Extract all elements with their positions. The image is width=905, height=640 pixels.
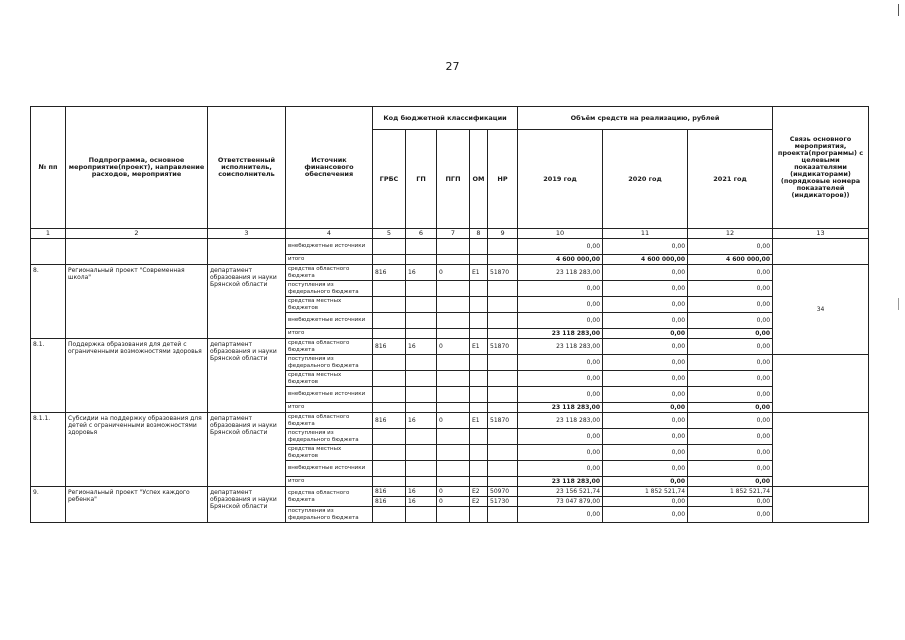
value-2020: 0,00 [603, 281, 688, 297]
column-number: 5 [373, 229, 406, 239]
code-nr: 51870 [488, 265, 518, 281]
value-2019: 4 600 000,00 [518, 255, 603, 265]
value-2019: 23 118 283,00 [518, 329, 603, 339]
column-number: 1 [31, 229, 66, 239]
header-pgp: ПГП [437, 130, 470, 229]
code-grbs: 816 [373, 265, 406, 281]
value-2019: 0,00 [518, 313, 603, 329]
value-2021: 0,00 [688, 413, 773, 429]
table-row [31, 487, 869, 497]
source-federal: поступления из федерального бюджета [286, 507, 373, 523]
code-nr: 50970 [488, 487, 518, 497]
row-number: 8.1.1. [31, 413, 66, 487]
code-nr: 51870 [488, 339, 518, 355]
column-number: 10 [518, 229, 603, 239]
cell-empty [31, 239, 66, 265]
code-pgp: 0 [437, 339, 470, 355]
row-exec: департамент образования и науки Брянской области [208, 265, 286, 339]
column-number: 9 [488, 229, 518, 239]
table-row [31, 413, 869, 429]
value-2020: 0,00 [603, 403, 688, 413]
value-2020: 0,00 [603, 429, 688, 445]
header-om: ОМ [470, 130, 488, 229]
value-2019: 0,00 [518, 281, 603, 297]
header-gp: ГП [406, 130, 437, 229]
column-number-row [31, 229, 869, 239]
column-number: 3 [208, 229, 286, 239]
source-extra: внебюджетные источники [286, 313, 373, 329]
column-number: 6 [406, 229, 437, 239]
value-2020: 0,00 [603, 387, 688, 403]
row-number: 8. [31, 265, 66, 339]
source-local: средства местных бюджетов [286, 445, 373, 461]
value-2020: 0,00 [603, 265, 688, 281]
source-regional: средства областного бюджета [286, 339, 373, 355]
value-2019: 73 047 879,00 [518, 497, 603, 507]
value-2021: 0,00 [688, 281, 773, 297]
value-2019: 23 156 521,74 [518, 487, 603, 497]
code-gp: 16 [406, 497, 437, 507]
source-local: средства местных бюджетов [286, 297, 373, 313]
source-total: итого [286, 329, 373, 339]
header-name: Подпрограмма, основное мероприятие(проект), направление расходов, мероприятие [66, 107, 208, 229]
page-edge-mark [898, 4, 899, 16]
code-gp: 16 [406, 413, 437, 429]
table-row [31, 265, 869, 281]
code-pgp: 0 [437, 487, 470, 497]
value-2019: 23 118 283,00 [518, 339, 603, 355]
code-gp: 16 [406, 265, 437, 281]
cell-empty [773, 413, 869, 487]
value-2019: 0,00 [518, 387, 603, 403]
value-2020: 0,00 [603, 461, 688, 477]
value-2020: 0,00 [603, 445, 688, 461]
header-year-2021: 2021 год [688, 130, 773, 229]
value-2021: 0,00 [688, 497, 773, 507]
value-2021: 0,00 [688, 355, 773, 371]
row-number: 9. [31, 487, 66, 523]
value-2020: 0,00 [603, 355, 688, 371]
header-link: Связь основного мероприятия, проекта(программы) с целевыми показателями (индикаторами) (порядковые номера показателей (индикаторов)) [773, 107, 869, 229]
cell-empty [66, 239, 208, 265]
code-om: E2 [470, 497, 488, 507]
value-2019: 0,00 [518, 445, 603, 461]
value-2019: 0,00 [518, 239, 603, 255]
cell-empty [208, 239, 286, 265]
value-2020: 0,00 [603, 339, 688, 355]
value-2020: 0,00 [603, 297, 688, 313]
value-2020: 0,00 [603, 413, 688, 429]
column-number: 2 [66, 229, 208, 239]
code-om: E1 [470, 413, 488, 429]
value-2021: 0,00 [688, 477, 773, 487]
value-2020: 0,00 [603, 507, 688, 523]
indicator-link: 34 [773, 265, 869, 355]
row-name: Поддержка образования для детей с ограниченными возможностями здоровья [66, 339, 208, 413]
source-federal: поступления из федерального бюджета [286, 429, 373, 445]
value-2021: 0,00 [688, 387, 773, 403]
value-2020: 1 852 521,74 [603, 487, 688, 497]
value-2020: 4 600 000,00 [603, 255, 688, 265]
header-exec: Ответственный исполнитель, соисполнитель [208, 107, 286, 229]
value-2019: 0,00 [518, 371, 603, 387]
header-source: Источник финансового обеспечения [286, 107, 373, 229]
code-pgp: 0 [437, 413, 470, 429]
source-federal: поступления из федерального бюджета [286, 355, 373, 371]
table-row [31, 339, 869, 355]
page-edge-mark [898, 298, 899, 310]
value-2019: 0,00 [518, 429, 603, 445]
value-2021: 4 600 000,00 [688, 255, 773, 265]
code-gp: 16 [406, 339, 437, 355]
value-2020: 0,00 [603, 477, 688, 487]
column-number: 11 [603, 229, 688, 239]
value-2021: 0,00 [688, 461, 773, 477]
header-num: № пп [31, 107, 66, 229]
row-number: 8.1. [31, 339, 66, 413]
value-2019: 0,00 [518, 507, 603, 523]
value-2019: 0,00 [518, 355, 603, 371]
value-2019: 0,00 [518, 297, 603, 313]
code-om: E1 [470, 265, 488, 281]
header-year-2020: 2020 год [603, 130, 688, 229]
source-total: итого [286, 477, 373, 487]
value-2021: 0,00 [688, 265, 773, 281]
value-2019: 0,00 [518, 461, 603, 477]
column-number: 7 [437, 229, 470, 239]
header-grbs: ГРБС [373, 130, 406, 229]
value-2021: 0,00 [688, 429, 773, 445]
code-nr: 51870 [488, 413, 518, 429]
header-year-2019: 2019 год [518, 130, 603, 229]
value-2021: 0,00 [688, 339, 773, 355]
value-2019: 23 118 283,00 [518, 477, 603, 487]
value-2021: 0,00 [688, 313, 773, 329]
row-name: Региональный проект "Современная школа" [66, 265, 208, 339]
code-grbs: 816 [373, 487, 406, 497]
code-gp: 16 [406, 487, 437, 497]
column-number: 8 [470, 229, 488, 239]
row-exec: департамент образования и науки Брянской области [208, 339, 286, 413]
budget-table [30, 106, 869, 523]
row-name: Субсидии на поддержку образования для детей с ограниченными возможностями здоровья [66, 413, 208, 487]
column-number: 12 [688, 229, 773, 239]
column-number: 13 [773, 229, 869, 239]
header-nr: НР [488, 130, 518, 229]
code-om: E2 [470, 487, 488, 497]
code-grbs: 816 [373, 497, 406, 507]
code-grbs: 816 [373, 413, 406, 429]
code-grbs: 816 [373, 339, 406, 355]
value-2021: 0,00 [688, 371, 773, 387]
source-regional: средства областного бюджета [286, 413, 373, 429]
value-2021: 0,00 [688, 403, 773, 413]
header-row [31, 107, 869, 130]
source-extra: внебюджетные источники [286, 461, 373, 477]
source-extra: внебюджетные источники [286, 239, 373, 255]
column-number: 4 [286, 229, 373, 239]
row-exec: департамент образования и науки Брянской области [208, 413, 286, 487]
value-2021: 0,00 [688, 445, 773, 461]
row-exec: департамент образования и науки Брянской области [208, 487, 286, 523]
source-local: средства местных бюджетов [286, 371, 373, 387]
value-2020: 0,00 [603, 371, 688, 387]
code-pgp: 0 [437, 497, 470, 507]
value-2021: 0,00 [688, 297, 773, 313]
header-amount-group: Объём средств на реализацию, рублей [518, 107, 773, 130]
table-row [31, 239, 869, 255]
row-name: Региональный проект "Успех каждого ребенка" [66, 487, 208, 523]
value-2021: 0,00 [688, 329, 773, 339]
header-code-group: Код бюджетной классификации [373, 107, 518, 130]
value-2021: 0,00 [688, 239, 773, 255]
source-regional: средства областного бюджета [286, 265, 373, 281]
page-number: 27 [445, 60, 460, 73]
value-2020: 0,00 [603, 239, 688, 255]
source-total: итого [286, 255, 373, 265]
source-total: итого [286, 403, 373, 413]
value-2019: 23 118 283,00 [518, 403, 603, 413]
value-2020: 0,00 [603, 329, 688, 339]
code-pgp: 0 [437, 265, 470, 281]
value-2020: 0,00 [603, 313, 688, 329]
source-regional: средства областного бюджета [286, 487, 373, 507]
value-2021: 1 852 521,74 [688, 487, 773, 497]
value-2019: 23 118 283,00 [518, 413, 603, 429]
value-2019: 23 118 283,00 [518, 265, 603, 281]
code-nr: 51730 [488, 497, 518, 507]
source-federal: поступления из федерального бюджета [286, 281, 373, 297]
cell-empty [773, 487, 869, 523]
value-2020: 0,00 [603, 497, 688, 507]
source-extra: внебюджетные источники [286, 387, 373, 403]
value-2021: 0,00 [688, 507, 773, 523]
cell-empty [773, 239, 869, 265]
code-om: E1 [470, 339, 488, 355]
